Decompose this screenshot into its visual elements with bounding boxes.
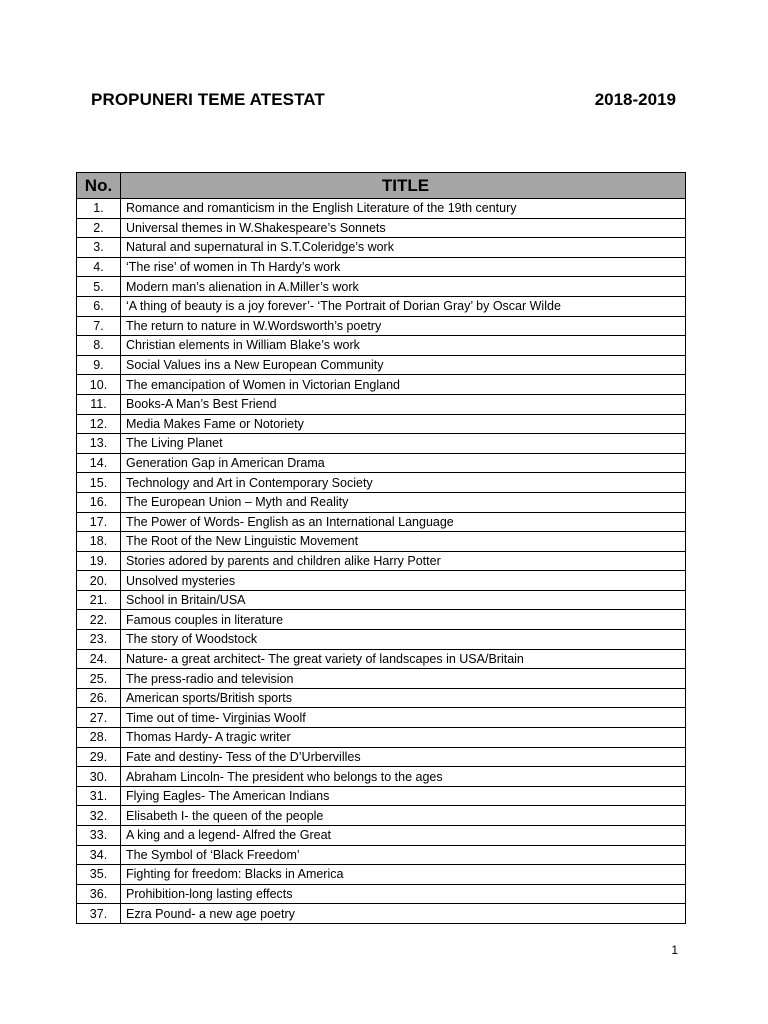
row-number: 18.	[77, 532, 121, 552]
table-row	[77, 630, 686, 650]
row-title: Media Makes Fame or Notoriety	[121, 414, 686, 434]
row-number: 6.	[77, 296, 121, 316]
column-header-title: TITLE	[121, 173, 686, 199]
row-title: The European Union – Myth and Reality	[121, 492, 686, 512]
row-title: Famous couples in literature	[121, 610, 686, 630]
table-row	[77, 610, 686, 630]
row-title: Ezra Pound- a new age poetry	[121, 904, 686, 924]
row-number: 7.	[77, 316, 121, 336]
row-title: Generation Gap in American Drama	[121, 453, 686, 473]
row-number: 20.	[77, 571, 121, 591]
table-row	[77, 238, 686, 258]
row-number: 33.	[77, 826, 121, 846]
table-row	[77, 728, 686, 748]
row-number: 9.	[77, 355, 121, 375]
row-number: 8.	[77, 336, 121, 356]
row-title: Thomas Hardy- A tragic writer	[121, 728, 686, 748]
row-number: 11.	[77, 394, 121, 414]
row-title: Modern man’s alienation in A.Miller’s work	[121, 277, 686, 297]
row-title: Social Values ins a New European Community	[121, 355, 686, 375]
table-row	[77, 316, 686, 336]
row-number: 2.	[77, 218, 121, 238]
table-row	[77, 649, 686, 669]
row-number: 3.	[77, 238, 121, 258]
row-number: 26.	[77, 688, 121, 708]
row-title: Prohibition-long lasting effects	[121, 884, 686, 904]
table-row	[77, 414, 686, 434]
row-number: 32.	[77, 806, 121, 826]
table-row	[77, 708, 686, 728]
table-row	[77, 845, 686, 865]
table-row	[77, 394, 686, 414]
table-row	[77, 767, 686, 787]
table-row	[77, 434, 686, 454]
row-title: The press-radio and television	[121, 669, 686, 689]
row-title: The emancipation of Women in Victorian England	[121, 375, 686, 395]
row-number: 10.	[77, 375, 121, 395]
table-row	[77, 453, 686, 473]
row-number: 17.	[77, 512, 121, 532]
row-title: The story of Woodstock	[121, 630, 686, 650]
table-row	[77, 669, 686, 689]
page-number: 1	[671, 943, 678, 957]
row-title: The Symbol of ‘Black Freedom’	[121, 845, 686, 865]
row-number: 29.	[77, 747, 121, 767]
row-number: 35.	[77, 865, 121, 885]
table-row	[77, 571, 686, 591]
row-title: ‘The rise’ of women in Th Hardy’s work	[121, 257, 686, 277]
table-row	[77, 865, 686, 885]
table-row	[77, 336, 686, 356]
row-title: Romance and romanticism in the English Literature of the 19th century	[121, 199, 686, 219]
row-number: 30.	[77, 767, 121, 787]
row-title: Universal themes in W.Shakespeare’s Sonnets	[121, 218, 686, 238]
row-title: A king and a legend- Alfred the Great	[121, 826, 686, 846]
table-row	[77, 473, 686, 493]
row-title: Fighting for freedom: Blacks in America	[121, 865, 686, 885]
row-number: 12.	[77, 414, 121, 434]
table-row	[77, 884, 686, 904]
column-header-no: No.	[77, 173, 121, 199]
row-title: School in Britain/USA	[121, 590, 686, 610]
table-row	[77, 826, 686, 846]
row-number: 23.	[77, 630, 121, 650]
row-title: ‘A thing of beauty is a joy forever’- ‘The Portrait of Dorian Gray’ by Oscar Wilde	[121, 296, 686, 316]
table-row	[77, 355, 686, 375]
row-number: 34.	[77, 845, 121, 865]
row-title: The Power of Words- English as an International Language	[121, 512, 686, 532]
table-row	[77, 590, 686, 610]
row-title: Christian elements in William Blake’s work	[121, 336, 686, 356]
row-title: Books-A Man’s Best Friend	[121, 394, 686, 414]
row-title: Natural and supernatural in S.T.Coleridge’s work	[121, 238, 686, 258]
row-title: The Root of the New Linguistic Movement	[121, 532, 686, 552]
table-row	[77, 218, 686, 238]
school-year: 2018-2019	[594, 90, 676, 109]
table-row	[77, 688, 686, 708]
table-row	[77, 747, 686, 767]
table-row	[77, 904, 686, 924]
row-title: Unsolved mysteries	[121, 571, 686, 591]
row-title: Technology and Art in Contemporary Society	[121, 473, 686, 493]
table-row	[77, 786, 686, 806]
table-row	[77, 277, 686, 297]
row-number: 14.	[77, 453, 121, 473]
table-row	[77, 551, 686, 571]
row-number: 22.	[77, 610, 121, 630]
table-body	[77, 199, 686, 924]
row-number: 25.	[77, 669, 121, 689]
row-number: 28.	[77, 728, 121, 748]
row-number: 24.	[77, 649, 121, 669]
row-title: Fate and destiny- Tess of the D’Urbervilles	[121, 747, 686, 767]
row-title: Nature- a great architect- The great variety of landscapes in USA/Britain	[121, 649, 686, 669]
row-title: Abraham Lincoln- The president who belongs to the ages	[121, 767, 686, 787]
document-title: PROPUNERI TEME ATESTAT	[91, 90, 325, 109]
row-title: American sports/British sports	[121, 688, 686, 708]
row-title: The return to nature in W.Wordsworth’s poetry	[121, 316, 686, 336]
row-title: Stories adored by parents and children alike Harry Potter	[121, 551, 686, 571]
row-number: 31.	[77, 786, 121, 806]
topics-table	[76, 172, 686, 924]
row-number: 21.	[77, 590, 121, 610]
table-header-row	[77, 173, 686, 199]
table-row	[77, 512, 686, 532]
row-number: 19.	[77, 551, 121, 571]
row-number: 1.	[77, 199, 121, 219]
row-number: 27.	[77, 708, 121, 728]
row-title: Elisabeth I- the queen of the people	[121, 806, 686, 826]
table-row	[77, 492, 686, 512]
table-row	[77, 532, 686, 552]
table-row	[77, 375, 686, 395]
row-number: 5.	[77, 277, 121, 297]
table-row	[77, 806, 686, 826]
table-row	[77, 257, 686, 277]
row-title: Flying Eagles- The American Indians	[121, 786, 686, 806]
row-title: The Living Planet	[121, 434, 686, 454]
row-number: 13.	[77, 434, 121, 454]
row-number: 16.	[77, 492, 121, 512]
row-number: 15.	[77, 473, 121, 493]
table-row	[77, 296, 686, 316]
row-number: 36.	[77, 884, 121, 904]
row-number: 37.	[77, 904, 121, 924]
row-number: 4.	[77, 257, 121, 277]
row-title: Time out of time- Virginias Woolf	[121, 708, 686, 728]
table-row	[77, 199, 686, 219]
